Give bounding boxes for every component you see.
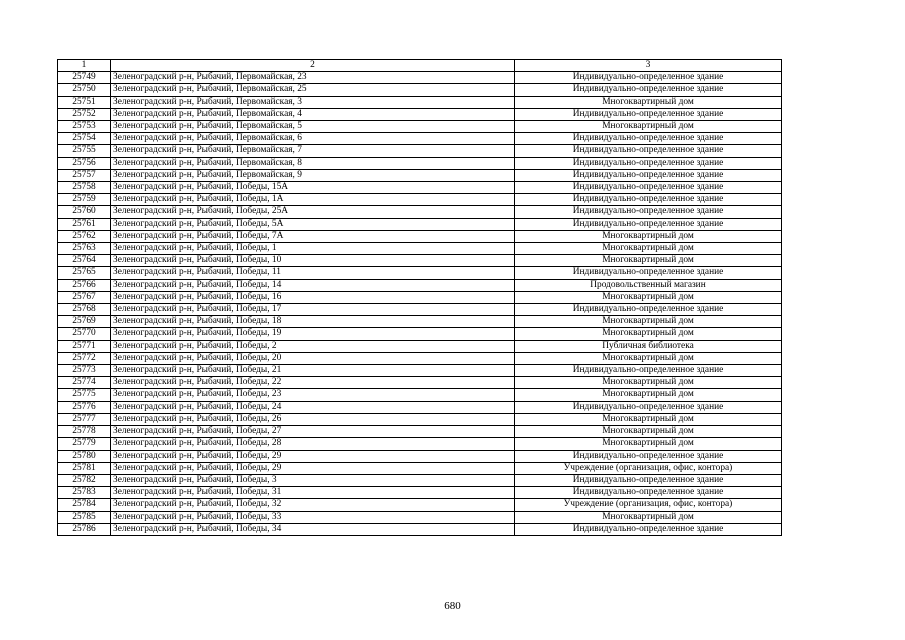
table-row <box>58 328 782 340</box>
cell-address: Зеленоградский р-н, Рыбачий, Победы, 14 <box>111 279 515 291</box>
cell-number: 25782 <box>58 474 111 486</box>
cell-address: Зеленоградский р-н, Рыбачий, Первомайская, 8 <box>111 157 515 169</box>
cell-address: Зеленоградский р-н, Рыбачий, Победы, 17 <box>111 304 515 316</box>
cell-address: Зеленоградский р-н, Рыбачий, Победы, 26 <box>111 413 515 425</box>
cell-address: Зеленоградский р-н, Рыбачий, Победы, 11 <box>111 267 515 279</box>
table-row <box>58 365 782 377</box>
cell-number: 25768 <box>58 304 111 316</box>
cell-object-type: Индивидуально-определенное здание <box>515 72 782 84</box>
cell-object-type: Многоквартирный дом <box>515 377 782 389</box>
cell-number: 25765 <box>58 267 111 279</box>
cell-object-type: Продовольственный магазин <box>515 279 782 291</box>
column-header-type: 3 <box>515 60 782 72</box>
table-row <box>58 72 782 84</box>
table-row <box>58 243 782 255</box>
table-row <box>58 304 782 316</box>
cell-address: Зеленоградский р-н, Рыбачий, Победы, 1 <box>111 243 515 255</box>
cell-address: Зеленоградский р-н, Рыбачий, Победы, 1А <box>111 194 515 206</box>
cell-object-type: Индивидуально-определенное здание <box>515 206 782 218</box>
cell-address: Зеленоградский р-н, Рыбачий, Первомайская, 25 <box>111 84 515 96</box>
cell-number: 25775 <box>58 389 111 401</box>
cell-number: 25751 <box>58 96 111 108</box>
cell-object-type: Многоквартирный дом <box>515 511 782 523</box>
cell-address: Зеленоградский р-н, Рыбачий, Победы, 7А <box>111 230 515 242</box>
cell-address: Зеленоградский р-н, Рыбачий, Победы, 5А <box>111 218 515 230</box>
cell-number: 25766 <box>58 279 111 291</box>
cell-number: 25767 <box>58 291 111 303</box>
cell-object-type: Индивидуально-определенное здание <box>515 474 782 486</box>
cell-number: 25764 <box>58 255 111 267</box>
table-row <box>58 121 782 133</box>
cell-address: Зеленоградский р-н, Рыбачий, Победы, 22 <box>111 377 515 389</box>
table-row <box>58 145 782 157</box>
cell-address: Зеленоградский р-н, Рыбачий, Первомайская, 6 <box>111 133 515 145</box>
cell-number: 25752 <box>58 108 111 120</box>
table-row <box>58 96 782 108</box>
cell-number: 25755 <box>58 145 111 157</box>
cell-object-type: Индивидуально-определенное здание <box>515 304 782 316</box>
table-row <box>58 462 782 474</box>
cell-address: Зеленоградский р-н, Рыбачий, Победы, 29 <box>111 462 515 474</box>
cell-address: Зеленоградский р-н, Рыбачий, Победы, 23 <box>111 389 515 401</box>
cell-number: 25780 <box>58 450 111 462</box>
table-row <box>58 401 782 413</box>
cell-number: 25778 <box>58 426 111 438</box>
cell-object-type: Многоквартирный дом <box>515 316 782 328</box>
cell-object-type: Индивидуально-определенное здание <box>515 169 782 181</box>
cell-object-type: Многоквартирный дом <box>515 438 782 450</box>
cell-object-type: Индивидуально-определенное здание <box>515 194 782 206</box>
cell-number: 25760 <box>58 206 111 218</box>
table-row <box>58 255 782 267</box>
cell-number: 25758 <box>58 182 111 194</box>
registry-table <box>57 59 782 536</box>
cell-number: 25781 <box>58 462 111 474</box>
cell-object-type: Многоквартирный дом <box>515 243 782 255</box>
cell-address: Зеленоградский р-н, Рыбачий, Победы, 15А <box>111 182 515 194</box>
cell-address: Зеленоградский р-н, Рыбачий, Победы, 21 <box>111 365 515 377</box>
cell-address: Зеленоградский р-н, Рыбачий, Победы, 34 <box>111 523 515 535</box>
table-row <box>58 438 782 450</box>
cell-object-type: Индивидуально-определенное здание <box>515 108 782 120</box>
cell-number: 25769 <box>58 316 111 328</box>
cell-number: 25757 <box>58 169 111 181</box>
cell-number: 25753 <box>58 121 111 133</box>
table-row <box>58 108 782 120</box>
table-row <box>58 230 782 242</box>
table-row <box>58 218 782 230</box>
cell-number: 25749 <box>58 72 111 84</box>
cell-address: Зеленоградский р-н, Рыбачий, Первомайская, 9 <box>111 169 515 181</box>
cell-number: 25785 <box>58 511 111 523</box>
column-header-number: 1 <box>58 60 111 72</box>
cell-object-type: Индивидуально-определенное здание <box>515 145 782 157</box>
cell-number: 25774 <box>58 377 111 389</box>
cell-object-type: Многоквартирный дом <box>515 328 782 340</box>
cell-object-type: Публичная библиотека <box>515 340 782 352</box>
table-row <box>58 450 782 462</box>
cell-number: 25771 <box>58 340 111 352</box>
cell-number: 25779 <box>58 438 111 450</box>
cell-object-type: Индивидуально-определенное здание <box>515 157 782 169</box>
cell-address: Зеленоградский р-н, Рыбачий, Первомайская, 3 <box>111 96 515 108</box>
header-row <box>58 60 782 72</box>
cell-address: Зеленоградский р-н, Рыбачий, Победы, 3 <box>111 474 515 486</box>
cell-address: Зеленоградский р-н, Рыбачий, Первомайская, 5 <box>111 121 515 133</box>
cell-number: 25756 <box>58 157 111 169</box>
cell-number: 25783 <box>58 487 111 499</box>
cell-object-type: Индивидуально-определенное здание <box>515 401 782 413</box>
cell-number: 25762 <box>58 230 111 242</box>
cell-address: Зеленоградский р-н, Рыбачий, Победы, 10 <box>111 255 515 267</box>
table-row <box>58 523 782 535</box>
cell-address: Зеленоградский р-н, Рыбачий, Победы, 27 <box>111 426 515 438</box>
cell-address: Зеленоградский р-н, Рыбачий, Победы, 2 <box>111 340 515 352</box>
cell-object-type: Индивидуально-определенное здание <box>515 487 782 499</box>
cell-object-type: Многоквартирный дом <box>515 426 782 438</box>
cell-object-type: Многоквартирный дом <box>515 255 782 267</box>
cell-object-type: Индивидуально-определенное здание <box>515 84 782 96</box>
cell-object-type: Многоквартирный дом <box>515 96 782 108</box>
table-row <box>58 487 782 499</box>
cell-address: Зеленоградский р-н, Рыбачий, Победы, 18 <box>111 316 515 328</box>
cell-object-type: Учреждение (организация, офис, контора) <box>515 499 782 511</box>
cell-number: 25773 <box>58 365 111 377</box>
cell-address: Зеленоградский р-н, Рыбачий, Победы, 16 <box>111 291 515 303</box>
table-row <box>58 511 782 523</box>
cell-address: Зеленоградский р-н, Рыбачий, Первомайская, 7 <box>111 145 515 157</box>
cell-address: Зеленоградский р-н, Рыбачий, Победы, 33 <box>111 511 515 523</box>
table-row <box>58 352 782 364</box>
cell-number: 25750 <box>58 84 111 96</box>
cell-address: Зеленоградский р-н, Рыбачий, Победы, 20 <box>111 352 515 364</box>
cell-number: 25770 <box>58 328 111 340</box>
cell-address: Зеленоградский р-н, Рыбачий, Победы, 29 <box>111 450 515 462</box>
cell-object-type: Индивидуально-определенное здание <box>515 450 782 462</box>
cell-address: Зеленоградский р-н, Рыбачий, Победы, 19 <box>111 328 515 340</box>
table-row <box>58 474 782 486</box>
cell-object-type: Многоквартирный дом <box>515 413 782 425</box>
cell-object-type: Многоквартирный дом <box>515 121 782 133</box>
cell-object-type: Многоквартирный дом <box>515 352 782 364</box>
cell-address: Зеленоградский р-н, Рыбачий, Победы, 31 <box>111 487 515 499</box>
column-header-address: 2 <box>111 60 515 72</box>
cell-number: 25759 <box>58 194 111 206</box>
table-row <box>58 182 782 194</box>
table-row <box>58 84 782 96</box>
table-row <box>58 426 782 438</box>
cell-address: Зеленоградский р-н, Рыбачий, Первомайская, 4 <box>111 108 515 120</box>
cell-address: Зеленоградский р-н, Рыбачий, Победы, 28 <box>111 438 515 450</box>
table-row <box>58 206 782 218</box>
cell-number: 25776 <box>58 401 111 413</box>
cell-object-type: Индивидуально-определенное здание <box>515 218 782 230</box>
cell-address: Зеленоградский р-н, Рыбачий, Победы, 25А <box>111 206 515 218</box>
table-row <box>58 413 782 425</box>
cell-number: 25763 <box>58 243 111 255</box>
table-row <box>58 499 782 511</box>
cell-address: Зеленоградский р-н, Рыбачий, Победы, 24 <box>111 401 515 413</box>
cell-number: 25754 <box>58 133 111 145</box>
cell-object-type: Индивидуально-определенное здание <box>515 182 782 194</box>
cell-object-type: Индивидуально-определенное здание <box>515 267 782 279</box>
cell-number: 25761 <box>58 218 111 230</box>
table-row <box>58 169 782 181</box>
cell-object-type: Многоквартирный дом <box>515 291 782 303</box>
cell-object-type: Индивидуально-определенное здание <box>515 365 782 377</box>
table-row <box>58 389 782 401</box>
table-row <box>58 267 782 279</box>
table-body <box>58 72 782 536</box>
cell-object-type: Индивидуально-определенное здание <box>515 523 782 535</box>
table-row <box>58 157 782 169</box>
cell-number: 25772 <box>58 352 111 364</box>
table-row <box>58 279 782 291</box>
page-number: 680 <box>444 600 461 612</box>
table-row <box>58 316 782 328</box>
cell-number: 25777 <box>58 413 111 425</box>
table-row <box>58 194 782 206</box>
table-row <box>58 133 782 145</box>
cell-number: 25784 <box>58 499 111 511</box>
cell-address: Зеленоградский р-н, Рыбачий, Победы, 32 <box>111 499 515 511</box>
cell-object-type: Многоквартирный дом <box>515 230 782 242</box>
cell-object-type: Многоквартирный дом <box>515 389 782 401</box>
cell-object-type: Учреждение (организация, офис, контора) <box>515 462 782 474</box>
cell-address: Зеленоградский р-н, Рыбачий, Первомайская, 23 <box>111 72 515 84</box>
table-row <box>58 340 782 352</box>
cell-number: 25786 <box>58 523 111 535</box>
table-row <box>58 291 782 303</box>
table-row <box>58 377 782 389</box>
cell-object-type: Индивидуально-определенное здание <box>515 133 782 145</box>
